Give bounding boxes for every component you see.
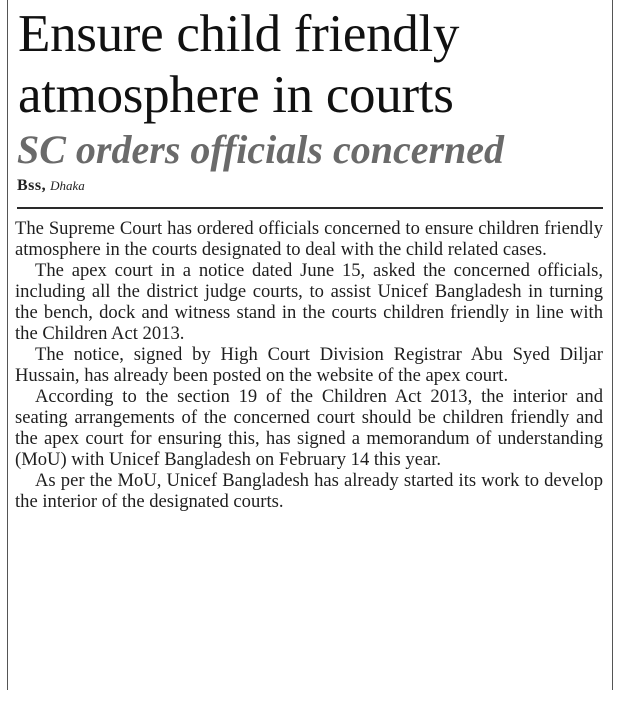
byline-divider bbox=[17, 207, 603, 209]
paragraph: As per the MoU, Unicef Bangladesh has already started its work to develop the interior of the designated courts. bbox=[15, 470, 603, 512]
byline bbox=[17, 176, 85, 196]
headline: Ensure child friendly atmosphere in courts bbox=[18, 5, 460, 124]
paragraph: The Supreme Court has ordered officials concerned to ensure children friendly atmosphere in the courts designated to deal with the child related cases. bbox=[15, 218, 603, 260]
paragraph: The notice, signed by High Court Division Registrar Abu Syed Diljar Hussain, has already been posted on the website of the apex court. bbox=[15, 344, 603, 386]
paragraph: The apex court in a notice dated June 15, asked the concerned officials, including all the district judge courts, to assist Unicef Bangladesh in turning the bench, dock and witness stand in the courts children friendly in line with the Children Act 2013. bbox=[15, 260, 603, 344]
byline-location: Dhaka bbox=[50, 178, 85, 193]
paragraph: According to the section 19 of the Children Act 2013, the interior and seating arrangements of the concerned court should be children friendly and the apex court for ensuring this, has signed a memorandum of understanding (MoU) with Unicef Bangladesh on February 14 this year. bbox=[15, 386, 603, 470]
column-rule-left bbox=[7, 0, 8, 690]
subheadline: SC orders officials concerned bbox=[17, 127, 505, 172]
byline-agency: Bss, bbox=[17, 177, 47, 194]
column-rule-right bbox=[612, 0, 613, 690]
article-body bbox=[15, 218, 603, 512]
